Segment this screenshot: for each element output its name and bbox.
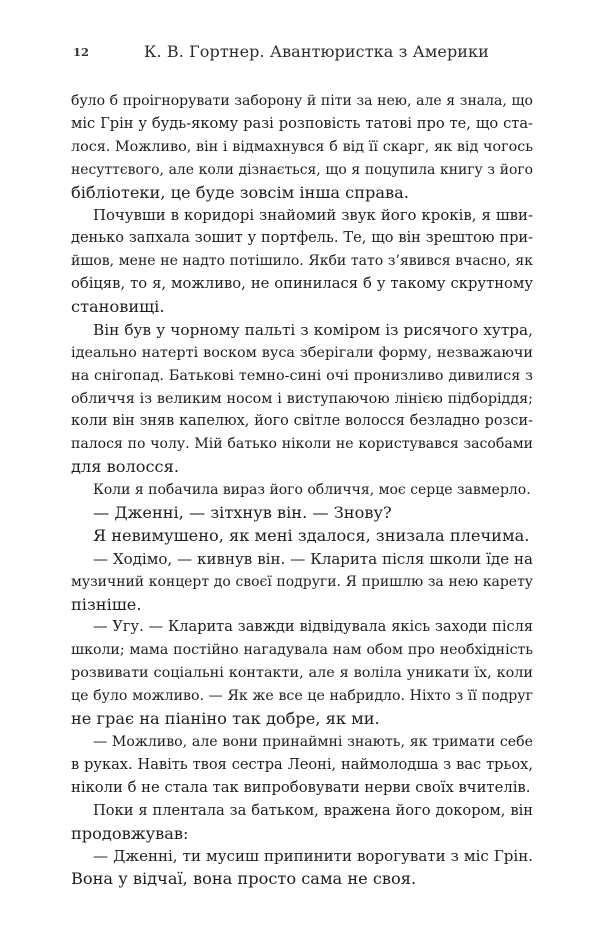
text-line: — Дженні, — зітхнув він. — Знову? xyxy=(93,503,392,523)
text-line: пізніше. xyxy=(71,594,142,614)
paragraph xyxy=(71,204,533,318)
paragraph xyxy=(71,502,533,525)
text-line: музичний концерт до своєї подруги. Я пришлю за нею карету xyxy=(71,573,533,590)
text-line: розвивати соціальні контакти, але я воліла уникати їх, коли xyxy=(71,665,533,682)
paragraph xyxy=(71,90,533,204)
paragraph xyxy=(71,479,533,502)
paragraph xyxy=(71,525,533,548)
text-line: несуттєвого, але коли дізнається, що я поцупила книгу з його xyxy=(71,161,533,178)
text-line: денько запхала зошит у портфель. Те, що він зрештою при- xyxy=(71,230,533,247)
page-number: 12 xyxy=(73,45,90,59)
text-line: на снігопад. Батькові темно-сині очі пронизливо дивилися з xyxy=(71,367,533,384)
body-text xyxy=(71,90,533,891)
text-line: бібліотеки, це буде зовсім інша справа. xyxy=(71,182,409,202)
text-line: Я невимушено, як мені здалося, знизала плечима. xyxy=(93,525,530,545)
text-line: Коли я побачила вираз його обличчя, моє серце завмерло. xyxy=(93,482,531,499)
text-line: — Дженні, ти мусиш припинити ворогувати з міс Грін. xyxy=(93,847,533,866)
paragraph xyxy=(71,845,533,891)
text-line: міс Грін у будь-якому разі розповість татові про те, що ста- xyxy=(71,114,533,132)
text-line: становищі. xyxy=(71,297,165,317)
paragraph xyxy=(71,731,533,800)
paragraph xyxy=(71,616,533,730)
text-line: для волосся. xyxy=(71,457,179,477)
text-line: Почувши в коридорі знайомий звук його кроків, я шви- xyxy=(93,206,533,225)
text-line: Поки я плентала за батьком, вражена його докором, він xyxy=(93,801,533,819)
text-line: це було можливо. — Як же все це набридло. Ніхто з її подруг xyxy=(71,688,533,705)
text-line: — Угу. — Кларита завжди відвідувала якісь заходи після xyxy=(93,619,533,636)
text-line: Вона у відчаї, вона просто сама не своя. xyxy=(71,869,417,889)
text-line: обличчя із великим носом і виступаючою лінією підборіддя; xyxy=(71,390,533,407)
text-line: коли він зняв капелюх, його світле волосся безладно розси- xyxy=(71,413,533,430)
text-line: не грає на піаніно так добре, як ми. xyxy=(71,709,380,729)
paragraph xyxy=(71,548,533,617)
text-line: Він був у чорному пальті з коміром із рисячого хутра, xyxy=(93,320,533,339)
text-line: в руках. Навіть твоя сестра Леоні, наймолодша з вас трьох, xyxy=(71,755,533,773)
text-line: продовжував: xyxy=(71,823,189,843)
text-line: ідеально натерті воском вуса зберігали форму, незважаючи xyxy=(71,344,533,361)
text-line: школи; мама постійно нагадувала нам обом про необхідність xyxy=(71,642,533,659)
text-line: — Можливо, але вони принаймні знають, як тримати себе xyxy=(93,733,533,750)
text-line: обіцяв, то я, можливо, не опинилася б у такому скрутному xyxy=(71,275,533,293)
text-line: було б проігнорувати заборону й піти за нею, але я знала, що xyxy=(71,93,533,109)
text-line: лося. Можливо, він і відмахнувся б від її скарг, як від чогось xyxy=(71,138,533,155)
running-head: К. В. Гортнер. Авантюристка з Америки xyxy=(144,42,489,61)
text-line: ніколи б не стала так випробовувати нерви своїх вчителів. xyxy=(71,778,531,796)
paragraph xyxy=(71,319,533,479)
text-line: — Ходімо, — кивнув він. — Кларита після школи їде на xyxy=(93,549,533,568)
paragraph xyxy=(71,800,533,846)
text-line: палося по чолу. Мій батько ніколи не користувався засобами xyxy=(71,436,533,453)
text-line: йшов, мене не надто потішило. Якби тато з’явився вчасно, як xyxy=(71,253,533,270)
page-header xyxy=(73,41,535,63)
